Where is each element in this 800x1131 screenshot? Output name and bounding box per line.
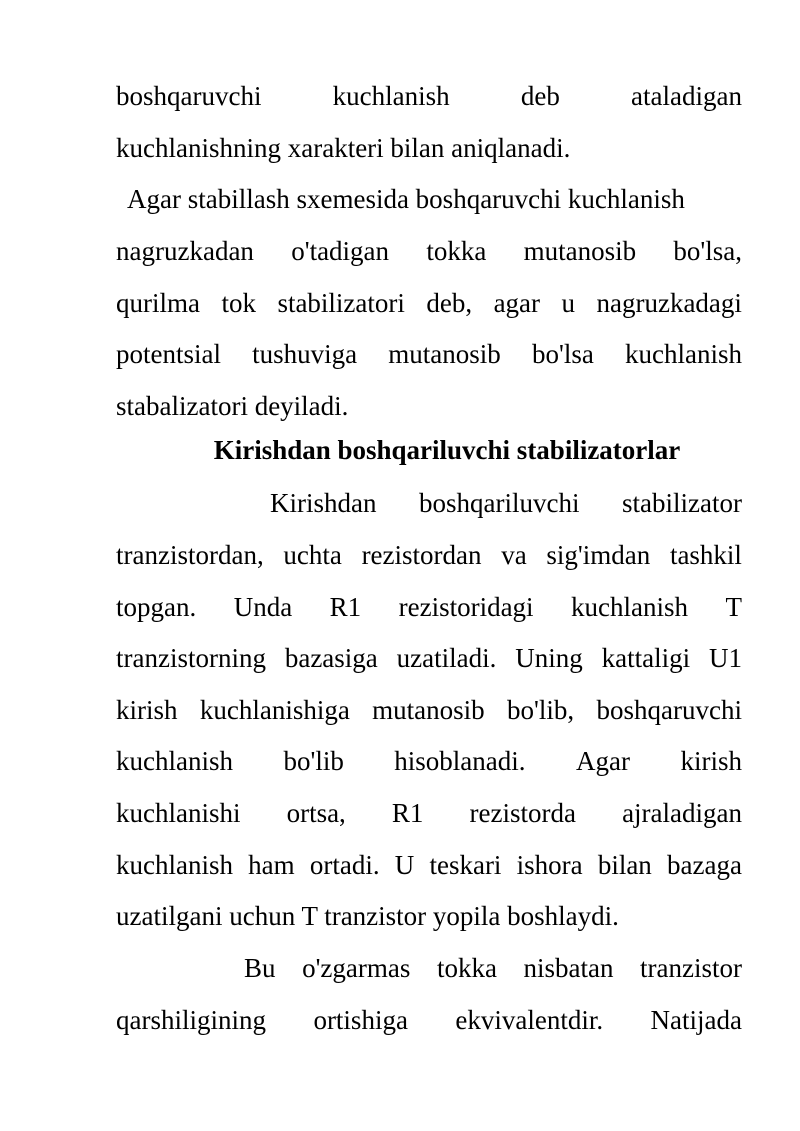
word: tokka bbox=[436, 953, 497, 983]
word: rezistoridagi bbox=[398, 592, 534, 622]
word: tok bbox=[221, 288, 256, 318]
word: ajraladigan bbox=[622, 798, 742, 828]
text-line-3: Agar stabillash sxemesida boshqaruvchi kuchlanish bbox=[127, 184, 685, 214]
text-line-17: uzatilgani uchun T tranzistor yopila boshlaydi. bbox=[116, 901, 619, 931]
word: boshqaruvchi bbox=[116, 81, 262, 111]
word: o'zgarmas bbox=[302, 953, 411, 983]
text-line-9 bbox=[270, 486, 742, 520]
word: R1 bbox=[329, 592, 362, 622]
word: kuchlanish bbox=[624, 339, 742, 369]
word: potentsial bbox=[116, 339, 221, 369]
word: uchta bbox=[283, 540, 342, 570]
word: bo'lsa bbox=[531, 339, 594, 369]
word: stabilizator bbox=[622, 488, 742, 518]
word: topgan. bbox=[116, 592, 197, 622]
word: T bbox=[725, 592, 742, 622]
word: bazaga bbox=[667, 850, 742, 880]
word: ortadi. bbox=[309, 850, 380, 880]
text-line-19 bbox=[116, 1003, 742, 1037]
text-line-18 bbox=[244, 951, 742, 985]
text-line-5 bbox=[116, 286, 742, 320]
word: hisoblanadi. bbox=[394, 746, 526, 776]
word: deb, bbox=[426, 288, 473, 318]
text-line-10 bbox=[116, 538, 742, 572]
word: boshqaruvchi bbox=[596, 695, 742, 725]
word: bo'lib, bbox=[507, 695, 575, 725]
text-line-7: stabalizatori deyiladi. bbox=[116, 391, 349, 421]
word: stabilizatori bbox=[277, 288, 405, 318]
word: U bbox=[394, 850, 415, 880]
word: qurilma bbox=[116, 288, 200, 318]
word: ham bbox=[248, 850, 295, 880]
word: mutanosib bbox=[523, 236, 637, 266]
word: kirish bbox=[680, 746, 742, 776]
word: ataladigan bbox=[631, 81, 742, 111]
word: tranzistordan, bbox=[116, 540, 264, 570]
word: bilan bbox=[597, 850, 652, 880]
word: Agar bbox=[576, 746, 630, 776]
word: Uning bbox=[515, 643, 583, 673]
word: tranzistor bbox=[640, 953, 742, 983]
word: U1 bbox=[709, 643, 742, 673]
word: kuchlanish bbox=[571, 592, 688, 622]
word: kuchlanish bbox=[332, 81, 450, 111]
word: Bu bbox=[244, 953, 276, 983]
word: mutanosib bbox=[388, 339, 501, 369]
text-line-15 bbox=[116, 796, 742, 830]
text-line-1 bbox=[116, 79, 742, 113]
word: kirish bbox=[116, 695, 178, 725]
word: boshqariluvchi bbox=[419, 488, 580, 518]
word: tranzistorning bbox=[116, 643, 266, 673]
word: agar bbox=[493, 288, 541, 318]
word: kuchlanishi bbox=[116, 798, 241, 828]
word: ishora bbox=[516, 850, 583, 880]
word: ortishiga bbox=[313, 1005, 408, 1035]
word: o'tadigan bbox=[291, 236, 390, 266]
word: ekvivalentdir. bbox=[455, 1005, 604, 1035]
word: u bbox=[561, 288, 576, 318]
word: Natijada bbox=[650, 1005, 742, 1035]
word: deb bbox=[520, 81, 560, 111]
word: kuchlanishiga bbox=[199, 695, 350, 725]
word: mutanosib bbox=[372, 695, 485, 725]
word: nagruzkadan bbox=[116, 236, 254, 266]
text-line-11 bbox=[116, 590, 742, 624]
word: ortsa, bbox=[286, 798, 346, 828]
word: bo'lsa, bbox=[673, 236, 742, 266]
word: nagruzkadagi bbox=[596, 288, 742, 318]
word: sig'imdan bbox=[546, 540, 651, 570]
word: kuchlanish bbox=[116, 850, 233, 880]
word: rezistorda bbox=[469, 798, 576, 828]
word: tushuviga bbox=[252, 339, 358, 369]
word: kuchlanish bbox=[116, 746, 233, 776]
text-line-6 bbox=[116, 337, 742, 371]
word: tashkil bbox=[669, 540, 742, 570]
section-heading: Kirishdan boshqariluvchi stabilizatorlar bbox=[213, 435, 681, 465]
text-line-12 bbox=[116, 641, 742, 675]
word: Kirishdan bbox=[270, 488, 377, 518]
word: R1 bbox=[391, 798, 424, 828]
word: bazasiga bbox=[284, 643, 378, 673]
text-line-16 bbox=[116, 848, 742, 882]
word: rezistordan bbox=[361, 540, 482, 570]
word: tokka bbox=[426, 236, 487, 266]
text-line-4 bbox=[116, 234, 742, 268]
word: uzatiladi. bbox=[396, 643, 497, 673]
word: nisbatan bbox=[523, 953, 614, 983]
word: va bbox=[501, 540, 527, 570]
word: qarshiligining bbox=[116, 1005, 266, 1035]
word: bo'lib bbox=[283, 746, 344, 776]
text-line-2: kuchlanishning xarakteri bilan aniqlanadi. bbox=[116, 133, 571, 163]
word: Unda bbox=[233, 592, 293, 622]
word: teskari bbox=[429, 850, 502, 880]
word: kattaligi bbox=[601, 643, 691, 673]
text-line-13 bbox=[116, 693, 742, 727]
text-line-14 bbox=[116, 744, 742, 778]
